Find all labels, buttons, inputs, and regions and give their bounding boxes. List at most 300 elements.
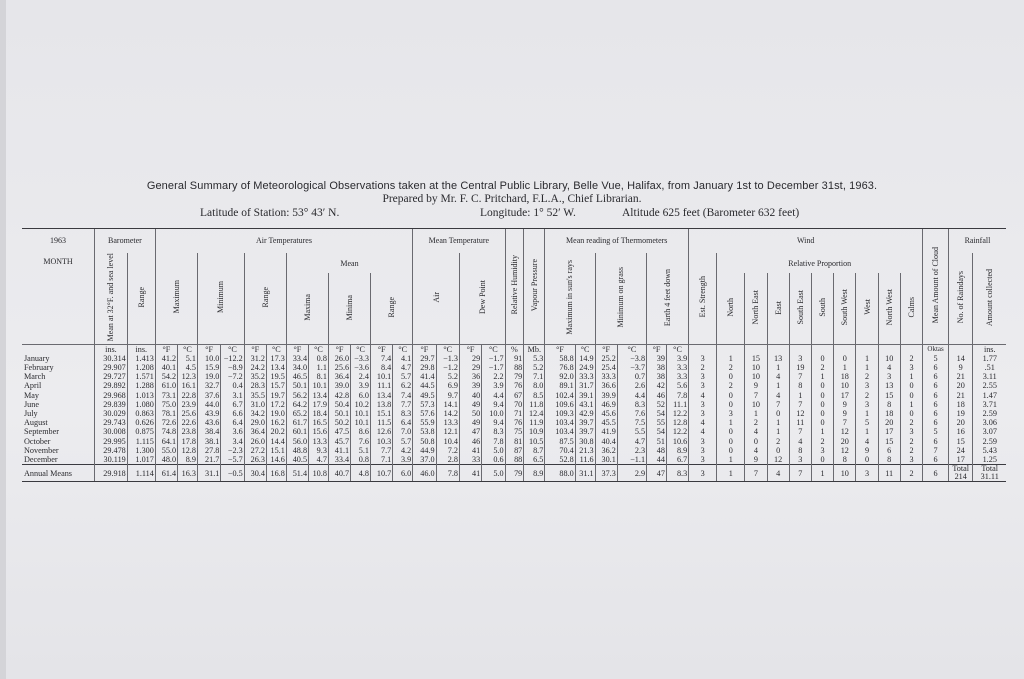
data-cell: 25.6 [178,409,198,418]
data-cell: 8 [878,455,900,465]
data-cell: 0.8 [351,455,371,465]
data-cell: 7.8 [666,391,688,400]
month-cell [22,409,95,418]
data-cell: 4.4 [482,391,505,400]
data-cell: 44.0 [197,400,220,409]
data-cell: 34.2 [244,409,266,418]
data-cell: 6.2 [393,381,413,390]
units-row [22,344,1006,354]
data-cell: 14.9 [575,354,595,363]
annual-cell: −0.5 [221,465,244,482]
data-cell: 33.4 [328,455,350,465]
data-cell: 2 [717,381,745,390]
data-cell: 17 [834,391,856,400]
data-cell: 37.6 [197,391,220,400]
data-cell: 6 [923,391,949,400]
data-cell: 6 [923,372,949,381]
table-row [22,446,1006,455]
data-cell: 50.8 [413,437,436,446]
data-cell: 12.2 [666,427,688,436]
data-cell: 6 [923,418,949,427]
data-cell: 3.9 [482,381,505,390]
data-cell: 46 [459,437,481,446]
book-spine-shadow [0,0,6,679]
data-cell: 20 [834,437,856,446]
data-cell: 3 [689,354,717,363]
data-cell: 29.839 [95,400,128,409]
data-cell: 52 [647,400,667,409]
mean-range-header: Range [387,297,397,318]
data-cell: 18 [948,400,973,409]
data-cell: 0 [811,391,833,400]
data-cell: 17 [878,427,900,436]
data-cell: 11.9 [524,418,545,427]
data-cell: 8.5 [524,391,545,400]
data-cell: 8.7 [524,446,545,455]
data-cell: 7 [767,400,789,409]
data-cell: 29.727 [95,372,128,381]
annual-cell: 4.8 [351,465,371,482]
data-cell: 24 [948,446,973,455]
annual-cell: 16.8 [266,465,286,482]
data-cell: 0.875 [127,427,155,436]
data-cell: 102.4 [545,391,575,400]
unit-cell [878,344,900,354]
data-cell: 20 [948,381,973,390]
data-cell: 17.8 [178,437,198,446]
unit-cell: °F [647,344,667,354]
data-cell: 7.6 [617,409,646,418]
data-cell: 73.1 [155,391,177,400]
month-cell [22,391,95,400]
data-cell: 5.2 [436,372,459,381]
data-cell: 5.6 [666,381,688,390]
data-cell: 40.1 [155,363,177,372]
month-cell [22,400,95,409]
data-cell: 9 [834,409,856,418]
data-cell: 7.7 [393,400,413,409]
data-cell: 2 [900,418,922,427]
data-cell: 48 [647,446,667,455]
data-cell: 21 [948,391,973,400]
unit-cell [789,344,811,354]
min-grass-header: Minimum on grass [616,266,626,328]
data-cell: 0.7 [617,372,646,381]
annual-cell: 1.114 [127,465,155,482]
unit-cell: °C [351,344,371,354]
data-cell: 5.2 [524,363,545,372]
data-cell: −7.2 [221,372,244,381]
data-cell: 74.8 [155,427,177,436]
data-cell: 9 [745,381,767,390]
data-cell: 15.6 [309,427,329,436]
data-cell: 1.300 [127,446,155,455]
data-cell: 58.8 [545,354,575,363]
data-cell: 67 [505,391,524,400]
data-cell: 31.7 [575,381,595,390]
annual-cell: 10.7 [371,465,393,482]
data-cell: 47.5 [328,427,350,436]
data-cell: 6 [923,400,949,409]
data-cell: 44.5 [413,381,436,390]
data-cell: 4 [767,391,789,400]
data-cell: 12.3 [178,372,198,381]
data-cell: 50.2 [328,418,350,427]
annual-cell: 61.4 [155,465,177,482]
data-cell: 5.7 [393,372,413,381]
data-cell: 76 [505,381,524,390]
month-label: July [24,408,38,418]
data-cell: 79 [505,372,524,381]
data-cell: 0 [745,437,767,446]
data-cell: 9.7 [436,391,459,400]
data-cell: 33.3 [575,372,595,381]
data-cell: 45.6 [595,409,617,418]
data-cell: 16.1 [178,381,198,390]
month-label: December [24,454,58,464]
month-label: April [24,381,42,391]
data-cell: 5.7 [393,437,413,446]
data-cell: 7 [789,400,811,409]
data-cell: 25.2 [595,354,617,363]
unit-cell: °F [286,344,308,354]
data-cell: 30.029 [95,409,128,418]
data-cell: 2.59 [973,409,1006,418]
unit-cell: °C [221,344,244,354]
data-cell: 22.6 [178,418,198,427]
data-cell: −8.9 [221,363,244,372]
table-row [22,381,1006,390]
data-cell: 25.6 [328,363,350,372]
data-cell: 31.0 [244,400,266,409]
data-cell: 3 [689,455,717,465]
data-cell: 13.8 [371,400,393,409]
data-cell: 10.5 [524,437,545,446]
data-cell: 2 [811,363,833,372]
data-cell: 0 [834,354,856,363]
data-cell: 6 [923,455,949,465]
data-cell: 46.9 [595,400,617,409]
data-cell: 54.2 [155,372,177,381]
month-cell [22,372,95,381]
data-cell: 19.0 [266,409,286,418]
annual-cell: 88.0 [545,465,575,482]
data-cell: 7.8 [482,437,505,446]
annual-cell: 2.9 [617,465,646,482]
data-cell: 12.4 [524,409,545,418]
wind-north-header: North [726,298,736,317]
data-cell: 39.1 [575,391,595,400]
data-cell: 30.119 [95,455,128,465]
data-cell: 56.0 [286,437,308,446]
data-cell: 3.11 [973,372,1006,381]
data-cell: 64.1 [155,437,177,446]
annual-cell: 3 [856,465,878,482]
mean-temperature-header: Mean Temperature [413,229,505,253]
total-label: Total [952,464,970,474]
data-cell: −1.3 [436,354,459,363]
data-cell: 8.1 [309,372,329,381]
data-cell: 0 [717,400,745,409]
data-cell: 1 [811,372,833,381]
data-cell: 40.5 [286,455,308,465]
data-cell: 26.0 [328,354,350,363]
data-cell: 2 [856,391,878,400]
data-cell: 34.0 [286,363,308,372]
data-cell: 1 [856,409,878,418]
data-cell: 3 [789,455,811,465]
unit-cell: °C [309,344,329,354]
annual-cell: 40.7 [328,465,350,482]
annual-cell: 6 [923,465,949,482]
data-cell: 3 [689,437,717,446]
data-cell: 109.3 [545,409,575,418]
unit-cell [948,344,973,354]
unit-cell: °C [178,344,198,354]
data-cell: 2.55 [973,381,1006,390]
data-cell: 4 [789,437,811,446]
data-cell: 1.288 [127,381,155,390]
data-cell: 16.5 [309,418,329,427]
data-cell: −1.7 [482,354,505,363]
data-cell: 10 [878,354,900,363]
data-cell: 10.1 [351,409,371,418]
data-cell: 57.6 [413,409,436,418]
data-cell: 78.1 [155,409,177,418]
data-cell: 45.5 [595,418,617,427]
data-cell: 9 [834,400,856,409]
data-cell: 41 [459,446,481,455]
data-cell: 14.6 [266,455,286,465]
data-cell: 29 [459,354,481,363]
annual-cell: 31.1 [575,465,595,482]
data-cell: 12 [834,446,856,455]
annual-cell: 30.4 [244,465,266,482]
month-label: February [24,362,54,372]
data-cell: 30.008 [95,427,128,436]
data-cell: 6.7 [666,455,688,465]
data-cell: 3 [689,381,717,390]
total-value: 214 [954,472,967,482]
data-cell: 29.478 [95,446,128,455]
month-cell [22,363,95,372]
data-cell: 23.9 [178,400,198,409]
data-cell: 38.1 [197,437,220,446]
data-cell: 1 [767,427,789,436]
data-cell: 50 [459,409,481,418]
data-cell: 3.6 [221,427,244,436]
annual-cell: 8.9 [524,465,545,482]
annual-cell: 47 [647,465,667,482]
data-cell: 1 [856,363,878,372]
table-title: General Summary of Meteorological Observations taken at the Central Public Library, Belle Vue, Halifax, from January 1st to December 31st, 1963. [146,180,878,192]
data-cell: 11.8 [524,400,545,409]
data-cell: 8.9 [178,455,198,465]
data-cell: 15 [878,437,900,446]
baro-range-header: Range [136,286,146,308]
month-label: March [24,372,46,382]
data-cell: 76.8 [545,363,575,372]
data-cell: 19 [789,363,811,372]
data-cell: 6.4 [221,418,244,427]
data-cell: 23.8 [178,427,198,436]
air-header: Air [431,291,441,303]
data-cell: 15 [948,437,973,446]
unit-cell [811,344,833,354]
cloud-header: Mean Amount of Cloud [931,247,941,324]
wind-calms-header: Calms [907,297,917,318]
data-cell: 1.017 [127,455,155,465]
data-cell: 8 [878,400,900,409]
data-cell: 2 [717,363,745,372]
unit-cell: ins. [127,344,155,354]
month-header: MONTH [43,257,73,266]
data-cell: 65.2 [286,409,308,418]
minima-header: Minima [344,294,354,321]
data-cell: 3 [789,354,811,363]
unit-cell: °F [244,344,266,354]
month-label: September [24,427,60,437]
data-cell: 8.9 [666,446,688,455]
data-cell: 2.2 [482,372,505,381]
data-cell: 10.6 [666,437,688,446]
data-cell: 46.5 [286,372,308,381]
data-cell: 48.8 [286,446,308,455]
total-label: Total [981,464,999,474]
data-cell: 19.0 [197,372,220,381]
data-cell: 7 [923,446,949,455]
data-cell: 39.7 [575,427,595,436]
data-cell: 1 [900,372,922,381]
data-cell: −3.3 [351,354,371,363]
data-cell: 6.9 [436,381,459,390]
data-cell: 18.4 [309,409,329,418]
data-cell: 37.0 [413,455,436,465]
data-cell: 24.2 [244,363,266,372]
unit-cell [900,344,922,354]
data-cell: 3 [900,363,922,372]
data-cell: 10 [745,400,767,409]
data-cell: 25.4 [595,363,617,372]
data-cell: 8.3 [482,427,505,436]
data-cell: 7.1 [371,455,393,465]
data-cell: 0.863 [127,409,155,418]
data-cell: 21.3 [575,446,595,455]
data-cell: 44.9 [413,446,436,455]
data-cell: 49 [459,418,481,427]
data-cell: 28.3 [244,381,266,390]
table-body [22,344,1006,482]
data-cell: 36 [459,372,481,381]
data-cell: 4 [689,391,717,400]
data-cell: 14 [948,354,973,363]
data-cell: 11.1 [666,400,688,409]
data-cell: 41.1 [328,446,350,455]
data-cell: 10 [834,381,856,390]
data-cell: 11.6 [575,455,595,465]
unit-cell: °F [371,344,393,354]
data-cell: 6 [878,446,900,455]
data-cell: 1.77 [973,354,1006,363]
data-cell: 13 [767,354,789,363]
altitude-text: Altitude 625 feet (Barometer 632 feet) [622,207,800,219]
baro-mean-header: Mean at 32°F. and sea level [106,253,116,342]
data-cell: 4.4 [617,391,646,400]
data-cell: 12.8 [666,418,688,427]
data-cell: 3 [689,372,717,381]
data-cell: 8.6 [351,427,371,436]
month-cell [22,437,95,446]
data-cell: 3 [900,427,922,436]
data-cell: 10 [745,363,767,372]
data-cell: 4.7 [617,437,646,446]
data-cell: 57.3 [413,400,436,409]
data-cell: 2 [745,418,767,427]
data-cell: 88 [505,363,524,372]
data-cell: 1 [856,354,878,363]
data-cell: 8 [789,446,811,455]
annual-cell: 8.3 [666,465,688,482]
data-cell: 71 [505,409,524,418]
month-label: November [24,445,59,455]
data-cell: 7.7 [371,446,393,455]
data-cell: 43.9 [197,409,220,418]
data-cell: 3 [878,372,900,381]
annual-cell: 1 [717,465,745,482]
data-cell: 75 [505,427,524,436]
table-row [22,391,1006,400]
data-cell: 5.0 [482,446,505,455]
mean-subheader: Mean [286,253,412,273]
data-cell: 0 [767,446,789,455]
data-cell: 0.8 [309,354,329,363]
data-cell: 1 [745,409,767,418]
data-cell: 5.3 [524,354,545,363]
data-cell: 0 [717,372,745,381]
data-cell: 10.2 [351,400,371,409]
wind-south-west-header: South West [840,289,850,326]
month-cell [22,446,95,455]
data-cell: 12.2 [666,409,688,418]
data-cell: 5.1 [178,354,198,363]
amount-total-cell [973,465,1006,482]
data-cell: 9.4 [482,400,505,409]
wind-header: Wind [689,229,923,253]
data-cell: 3.1 [221,391,244,400]
data-cell: 0 [811,455,833,465]
unit-cell: °C [393,344,413,354]
data-cell: 16.2 [266,418,286,427]
annual-cell: 3 [689,465,717,482]
data-cell: 5 [923,427,949,436]
data-cell: 0 [811,400,833,409]
month-label: October [24,436,51,446]
data-cell: 2.6 [617,381,646,390]
annual-cell: 46.0 [413,465,436,482]
data-cell: 3 [856,381,878,390]
data-cell: 3 [717,409,745,418]
data-cell: 0 [900,381,922,390]
maximum-header: Maximum [171,280,181,314]
data-cell: 29.743 [95,418,128,427]
data-cell: 4.1 [393,354,413,363]
annual-cell: 37.3 [595,465,617,482]
data-cell: 4 [878,363,900,372]
data-cell: 10.0 [197,354,220,363]
data-cell: 2 [689,363,717,372]
data-cell: 36.4 [244,427,266,436]
annual-cell: 11 [878,465,900,482]
